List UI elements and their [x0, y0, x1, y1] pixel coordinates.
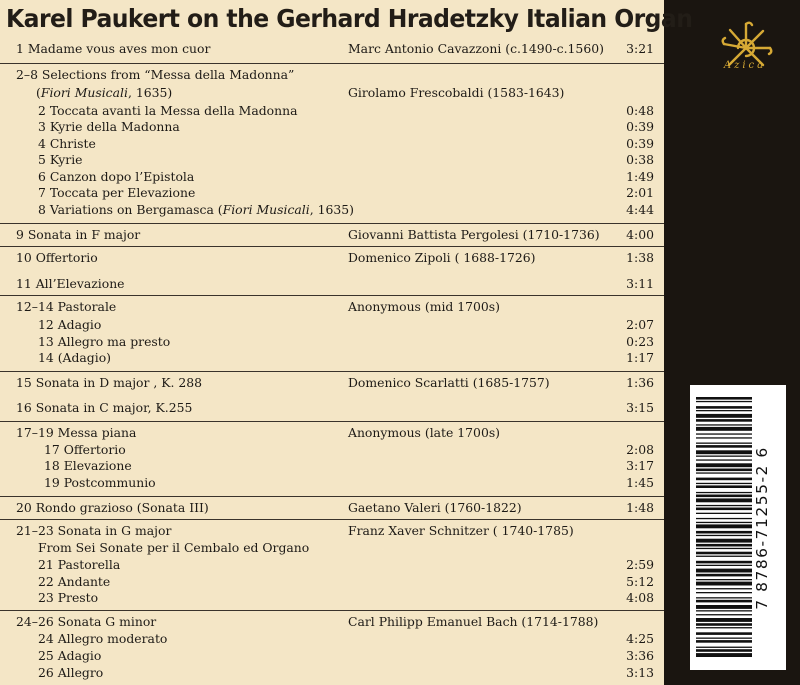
track-separator — [0, 496, 664, 497]
track-row — [0, 647, 664, 665]
track-composer: Giovanni Battista Pergolesi (1710-1736) — [348, 227, 600, 242]
track-title: 18 Elevazione — [44, 458, 132, 473]
track-duration: 3:13 — [626, 665, 654, 680]
track-row — [0, 275, 664, 293]
track-separator — [0, 246, 664, 247]
track-separator — [0, 295, 664, 296]
track-composer: Anonymous (mid 1700s) — [348, 299, 500, 314]
track-duration: 0:39 — [626, 136, 654, 151]
track-row — [0, 118, 664, 136]
track-row — [0, 84, 664, 102]
track-duration: 3:21 — [626, 41, 654, 56]
track-row — [0, 522, 664, 540]
track-separator — [0, 610, 664, 611]
track-title: 12 Adagio — [38, 317, 102, 332]
track-duration: 5:12 — [626, 574, 654, 589]
track-duration: 4:25 — [626, 631, 654, 646]
track-duration: 1:17 — [626, 350, 654, 365]
track-duration: 0:38 — [626, 152, 654, 167]
track-title: 15 Sonata in D major , K. 288 — [16, 375, 203, 390]
track-duration: 0:48 — [626, 103, 654, 118]
track-separator — [0, 519, 664, 520]
track-row — [0, 539, 664, 557]
track-title: 7 Toccata per Elevazione — [38, 185, 196, 200]
track-title: 17 Offertorio — [44, 442, 126, 457]
track-composer: Girolamo Frescobaldi (1583-1643) — [348, 85, 565, 100]
track-title: 5 Kyrie — [38, 152, 83, 167]
barcode-number-wrap — [742, 391, 782, 664]
track-duration: 2:08 — [626, 442, 654, 457]
track-title: (Fiori Musicali, 1635) — [36, 85, 173, 100]
track-title: 6 Canzon dopo l’Epistola — [38, 169, 195, 184]
track-row — [0, 298, 664, 316]
track-row — [0, 613, 664, 631]
track-title: 21 Pastorella — [38, 557, 121, 572]
track-title: 23 Presto — [38, 590, 99, 605]
track-title: 8 Variations on Bergamasca (Fiori Musicali, 1635) — [38, 202, 354, 217]
track-separator — [0, 421, 664, 422]
track-title: 14 (Adagio) — [38, 350, 111, 365]
track-duration: 3:17 — [626, 458, 654, 473]
track-separator — [0, 223, 664, 224]
track-title: From Sei Sonate per il Cembalo ed Organo — [38, 540, 310, 555]
track-duration: 0:23 — [626, 334, 654, 349]
track-row — [0, 424, 664, 442]
track-duration: 1:36 — [626, 375, 654, 390]
track-row — [0, 399, 664, 417]
track-title: 2 Toccata avanti la Messa della Madonna — [38, 103, 298, 118]
track-duration: 3:15 — [626, 400, 654, 415]
track-row — [0, 664, 664, 682]
track-title: 24 Allegro moderato — [38, 631, 168, 646]
track-duration: 2:07 — [626, 317, 654, 332]
track-duration: 3:11 — [626, 276, 654, 291]
barcode-number: 7 8786-71255-2 6 — [753, 445, 771, 610]
track-row — [0, 151, 664, 169]
track-composer: Marc Antonio Cavazzoni (c.1490-c.1560) — [348, 41, 604, 56]
track-title: 4 Christe — [38, 136, 96, 151]
track-row — [0, 474, 664, 492]
track-title: 11 All’Elevazione — [16, 276, 125, 291]
track-row — [0, 556, 664, 574]
track-title: 2–8 Selections from “Messa della Madonna” — [16, 67, 295, 82]
track-title: 25 Adagio — [38, 648, 102, 663]
track-row — [0, 457, 664, 475]
track-row — [0, 316, 664, 334]
track-duration: 1:48 — [626, 500, 654, 515]
track-separator — [0, 63, 664, 64]
track-duration: 1:38 — [626, 250, 654, 265]
track-duration: 3:36 — [626, 648, 654, 663]
track-row — [0, 184, 664, 202]
track-title: 22 Andante — [38, 574, 111, 589]
track-row — [0, 499, 664, 517]
track-title: 21–23 Sonata in G major — [16, 523, 172, 538]
track-title: 16 Sonata in C major, K.255 — [16, 400, 193, 415]
track-row — [0, 374, 664, 392]
track-row — [0, 589, 664, 607]
track-title: 3 Kyrie della Madonna — [38, 119, 180, 134]
track-title: 12–14 Pastorale — [16, 299, 117, 314]
track-title: 19 Postcommunio — [44, 475, 156, 490]
track-duration: 2:01 — [626, 185, 654, 200]
track-row — [0, 201, 664, 219]
barcode — [690, 385, 786, 670]
track-title: 10 Offertorio — [16, 250, 98, 265]
track-row — [0, 349, 664, 367]
track-title: 26 Allegro — [38, 665, 104, 680]
track-row — [0, 66, 664, 84]
track-composer: Franz Xaver Schnitzer ( 1740-1785) — [348, 523, 574, 538]
track-duration: 1:45 — [626, 475, 654, 490]
track-composer: Carl Philipp Emanuel Bach (1714-1788) — [348, 614, 599, 629]
track-title: 17–19 Messa piana — [16, 425, 137, 440]
track-title: 24–26 Sonata G minor — [16, 614, 157, 629]
track-row — [0, 630, 664, 648]
track-composer: Anonymous (late 1700s) — [348, 425, 501, 440]
track-row — [0, 226, 664, 244]
track-composer: Gaetano Valeri (1760-1822) — [348, 500, 522, 515]
track-composer: Domenico Scarlatti (1685-1757) — [348, 375, 550, 390]
track-row — [0, 249, 664, 267]
track-separator — [0, 371, 664, 372]
track-title: 13 Allegro ma presto — [38, 334, 171, 349]
track-title: 1 Madame vous aves mon cuor — [16, 41, 211, 56]
track-composer: Domenico Zipoli ( 1688-1726) — [348, 250, 536, 265]
track-duration: 4:00 — [626, 227, 654, 242]
track-duration: 4:08 — [626, 590, 654, 605]
track-row — [0, 40, 664, 58]
track-title: 20 Rondo grazioso (Sonata III) — [16, 500, 209, 515]
track-duration: 2:59 — [626, 557, 654, 572]
track-duration: 0:39 — [626, 119, 654, 134]
track-duration: 4:44 — [626, 202, 654, 217]
label-name: Azica — [723, 60, 767, 71]
track-duration: 1:49 — [626, 169, 654, 184]
track-title: 9 Sonata in F major — [16, 227, 141, 242]
album-title: Karel Paukert on the Gerhard Hradetzky Italian Organ — [6, 4, 693, 33]
